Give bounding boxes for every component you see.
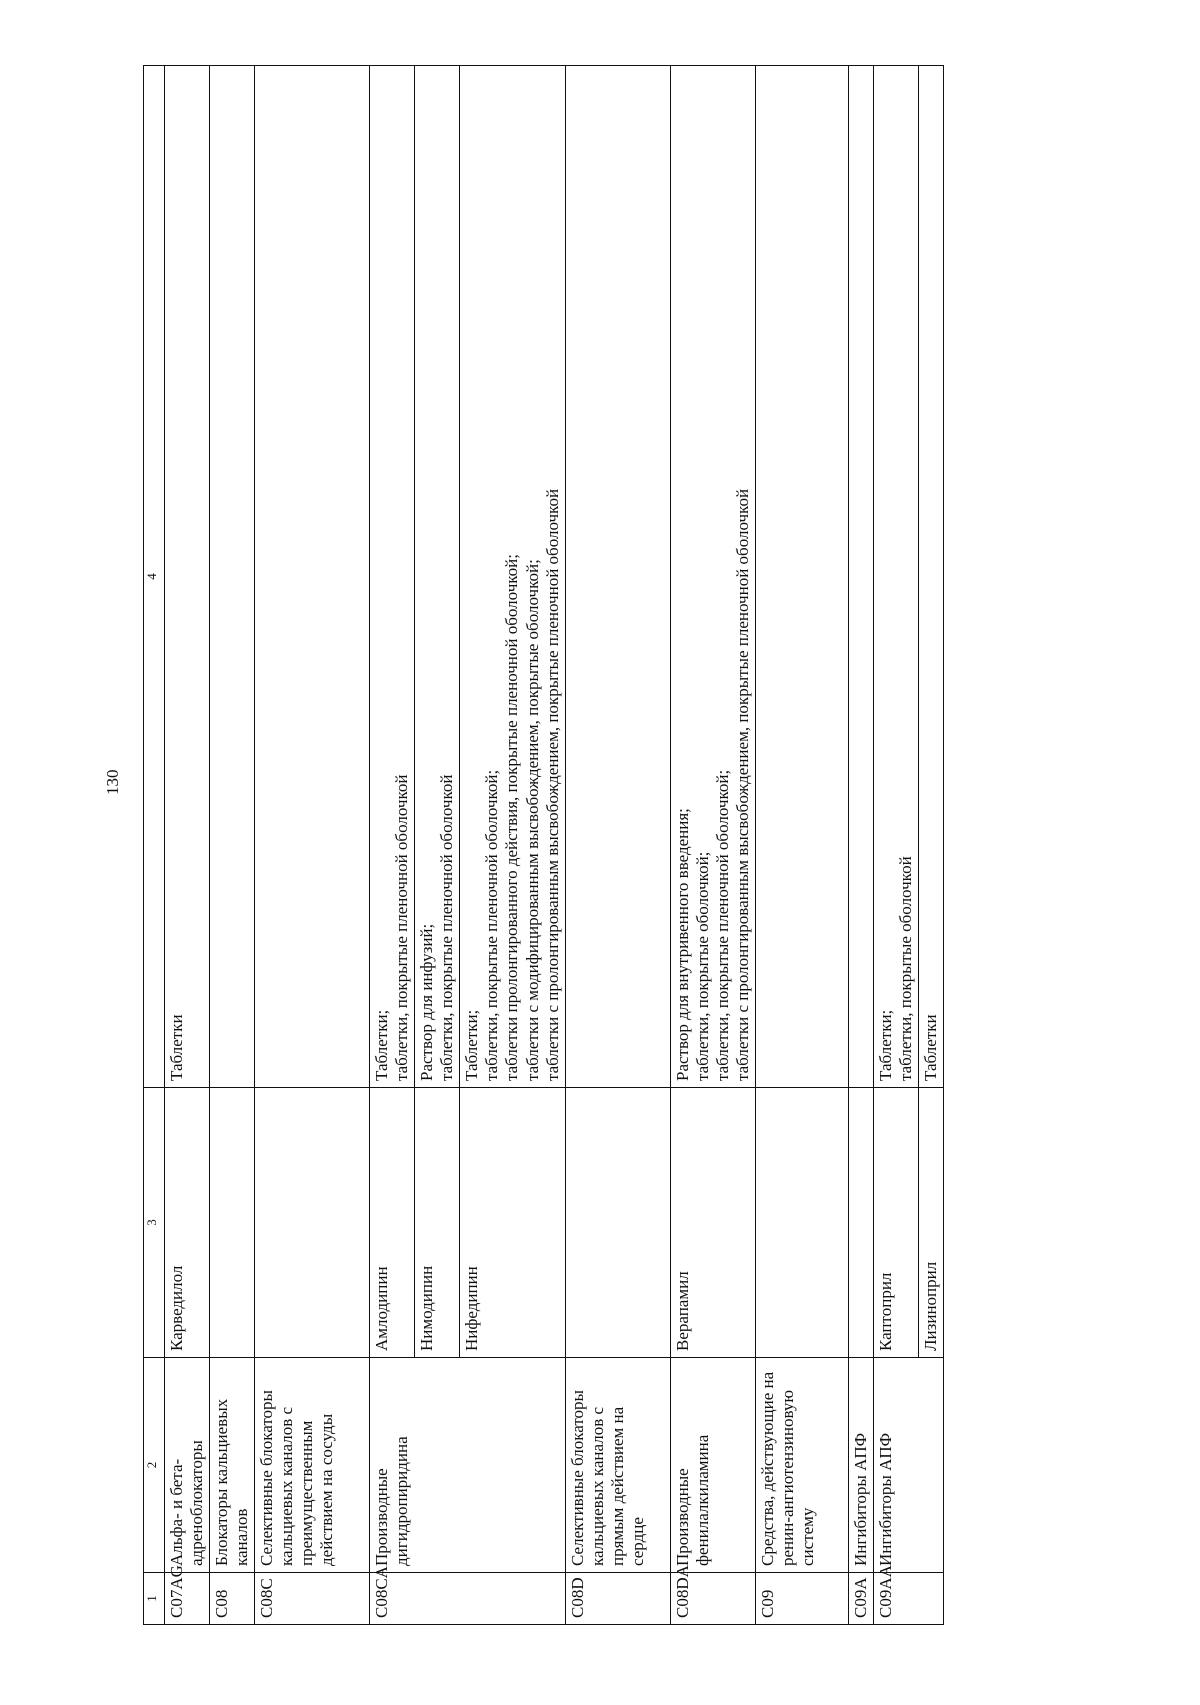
atc-code-cell: C08D	[565, 1573, 670, 1625]
header-col-2: 2	[144, 1358, 165, 1573]
drug-name-cell	[755, 1088, 848, 1358]
dosage-form-line: таблетки, покрытые пленочной оболочкой;	[482, 769, 502, 1081]
dosage-forms-cell	[460, 66, 565, 1088]
dosage-forms-cell	[255, 66, 370, 1088]
dosage-form-line: таблетки, покрытые пленочной оболочкой;	[712, 769, 732, 1081]
atc-group-cell: Средства, действующие на ренин-ангиотензиновую систему	[755, 1358, 848, 1573]
table-row	[210, 66, 255, 1625]
atc-group-cell: Селективные блокаторы кальциевых каналов с преимущественным действием на сосуды	[255, 1358, 370, 1573]
dosage-forms-cell	[370, 66, 415, 1088]
header-row	[144, 66, 165, 1625]
header-col-4: 4	[144, 66, 165, 1088]
dosage-forms-cell	[415, 66, 460, 1088]
atc-code-cell: C08CA	[370, 1573, 565, 1625]
atc-group-cell: Производные фенилалкиламина	[670, 1358, 755, 1573]
drug-name-cell	[255, 1088, 370, 1358]
drug-name-cell: Нимодипин	[415, 1088, 460, 1358]
dosage-form-line: таблетки, покрытые пленочной оболочкой	[437, 774, 457, 1081]
dosage-forms-cell	[918, 66, 943, 1088]
atc-code-cell: C09A	[848, 1573, 873, 1625]
dosage-forms-cell	[848, 66, 873, 1088]
drug-name-cell: Каптоприл	[873, 1088, 918, 1358]
dosage-form-line: Таблетки	[167, 1014, 186, 1081]
dosage-form-line: таблетки пролонгированного действия, покрытые пленочной оболочкой;	[502, 554, 522, 1081]
drug-name-cell: Нифедипин	[460, 1088, 565, 1358]
table-row	[848, 66, 873, 1625]
header-col-1: 1	[144, 1573, 165, 1625]
dosage-form-line: таблетки, покрытые оболочкой	[895, 856, 915, 1081]
dosage-form-line: Таблетки	[920, 1014, 940, 1081]
drug-table-sheet	[143, 65, 1099, 1625]
atc-code-cell: C08	[210, 1573, 255, 1625]
table-row	[670, 66, 755, 1625]
table-row	[255, 66, 370, 1625]
dosage-form-line: Раствор для внутривенного введения;	[672, 808, 692, 1081]
drug-name-cell: Лизиноприл	[918, 1088, 943, 1358]
dosage-form-line: таблетки с пролонгированным высвобождением, покрытые пленочной оболочкой	[542, 488, 562, 1081]
atc-code-cell: C09AA	[873, 1573, 943, 1625]
table-row	[873, 66, 918, 1625]
atc-code-cell: C08DA	[670, 1573, 755, 1625]
drug-name-cell	[848, 1088, 873, 1358]
dosage-forms-cell	[755, 66, 848, 1088]
dosage-form-line: Таблетки;	[875, 1009, 895, 1081]
table-body	[165, 66, 944, 1625]
atc-group-cell: Блокаторы кальциевых каналов	[210, 1358, 255, 1573]
atc-code-cell: C09	[755, 1573, 848, 1625]
dosage-forms-cell	[670, 66, 755, 1088]
atc-group-cell: Селективные блокаторы кальциевых каналов с прямым действием на сердце	[565, 1358, 670, 1573]
atc-group-cell: Ингибиторы АПФ	[873, 1358, 943, 1573]
table-row	[755, 66, 848, 1625]
table-row	[165, 66, 210, 1625]
dosage-form-line: таблетки, покрытые оболочкой;	[692, 851, 712, 1081]
drug-name-cell	[210, 1088, 255, 1358]
dosage-form-line: Таблетки;	[462, 1009, 482, 1081]
atc-group-cell: Альфа- и бета-адреноблокаторы	[165, 1358, 210, 1573]
atc-code-cell: C08C	[255, 1573, 370, 1625]
table-row	[565, 66, 670, 1625]
header-col-3: 3	[144, 1088, 165, 1358]
drug-name-cell: Амлодипин	[370, 1088, 415, 1358]
table-row	[370, 66, 415, 1625]
page-number: 130	[103, 769, 122, 795]
dosage-forms-cell	[565, 66, 670, 1088]
atc-code-cell: C07AG	[165, 1573, 210, 1625]
dosage-form-line: таблетки, покрытые пленочной оболочкой	[392, 774, 412, 1081]
dosage-forms-cell	[210, 66, 255, 1088]
drug-name-cell	[565, 1088, 670, 1358]
atc-group-cell: Ингибиторы АПФ	[848, 1358, 873, 1573]
dosage-forms-cell	[165, 66, 210, 1088]
dosage-form-line: Раствор для инфузий;	[417, 923, 437, 1081]
drug-name-cell: Верапамил	[670, 1088, 755, 1358]
drug-table	[143, 65, 944, 1625]
atc-group-cell: Производные дигидропиридина	[370, 1358, 565, 1573]
dosage-forms-cell	[873, 66, 918, 1088]
drug-name-cell: Карведилол	[165, 1088, 210, 1358]
dosage-form-line: таблетки с пролонгированным высвобождением, покрытые пленочной оболочкой	[732, 488, 752, 1081]
dosage-form-line: таблетки с модифицированным высвобождением, покрытые оболочкой;	[522, 559, 542, 1081]
dosage-form-line: Таблетки;	[372, 1009, 392, 1081]
